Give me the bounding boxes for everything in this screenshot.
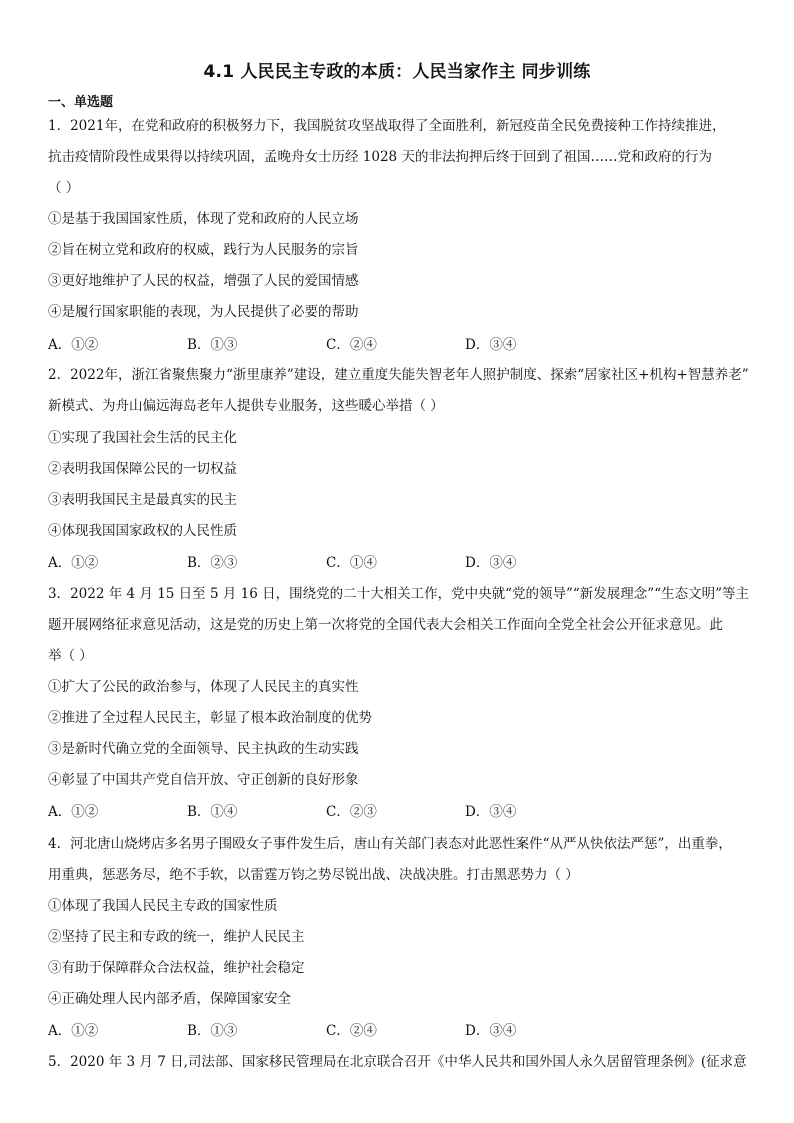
statement-item: ②推进了全过程人民民主，彰显了根本政治制度的优势 bbox=[48, 710, 372, 726]
answer-option-a: A．①② bbox=[48, 804, 99, 820]
statement-item: ②旨在树立党和政府的权威，践行为人民服务的宗旨 bbox=[48, 242, 359, 258]
question-stem-line: 1．2021年，在党和政府的积极努力下，我国脱贫攻坚战取得了全面胜利，新冠疫苗全民免费接种工作持续推进， bbox=[48, 118, 726, 134]
question-stem-line: 题开展网络征求意见活动，这是党的历史上第一次将党的全国代表大会相关工作面向全党全社会公开征求意见。此 bbox=[48, 617, 723, 633]
statement-item: ①体现了我国人民民主专政的国家性质 bbox=[48, 898, 278, 914]
answer-option-d: D．③④ bbox=[465, 1023, 517, 1039]
answer-option-c: C．②④ bbox=[326, 337, 377, 353]
question-stem-line: 2．2022年，浙江省聚焦聚力“浙里康养”建设，建立重度失能失智老年人照护制度、探索“居家社区+机构+智慧养老” bbox=[48, 367, 749, 383]
question-stem-line: 4．河北唐山烧烤店多名男子围殴女子事件发生后，唐山有关部门表态对此恶性案件“从严从快依法严惩”，出重拳， bbox=[48, 836, 732, 852]
statement-item: ③有助于保障群众合法权益，维护社会稳定 bbox=[48, 960, 305, 976]
question-stem-line: 抗击疫情阶段性成果得以持续巩固，孟晚舟女士历经 1028 天的非法拘押后终于回到了祖国……党和政府的行为 bbox=[48, 149, 712, 165]
answer-option-b: B．①④ bbox=[187, 804, 238, 820]
page-title: 4.1 人民民主专政的本质：人民当家作主 同步训练 bbox=[203, 62, 591, 82]
statement-item: ④正确处理人民内部矛盾，保障国家安全 bbox=[48, 991, 291, 1007]
statement-item: ①扩大了公民的政治参与，体现了人民民主的真实性 bbox=[48, 679, 359, 695]
answer-option-b: B．①③ bbox=[187, 1023, 238, 1039]
statement-item: ③表明我国民主是最真实的民主 bbox=[48, 492, 237, 508]
section-heading: 一、单选题 bbox=[48, 95, 114, 110]
statement-item: ②表明我国保障公民的一切权益 bbox=[48, 461, 237, 477]
answer-option-b: B．①③ bbox=[187, 337, 238, 353]
answer-option-d: D．③④ bbox=[465, 555, 517, 571]
question-stem-line: 5．2020 年 3 月 7 日,司法部、国家移民管理局在北京联合召开《中华人民共和国外国人永久居留管理条例》(征求意 bbox=[48, 1054, 747, 1070]
answer-option-d: D．③④ bbox=[465, 804, 517, 820]
statement-item: ①实现了我国社会生活的民主化 bbox=[48, 430, 237, 446]
answer-option-b: B．②③ bbox=[187, 555, 238, 571]
question-stem-line: 用重典，惩恶务尽，绝不手软，以雷霆万钧之势尽锐出战、决战决胜。打击黑恶势力（ ） bbox=[48, 867, 579, 883]
answer-option-c: C．②③ bbox=[326, 804, 377, 820]
answer-option-c: C．①④ bbox=[326, 555, 377, 571]
question-stem-line: （ ） bbox=[48, 180, 80, 196]
statement-item: ③更好地维护了人民的权益，增强了人民的爱国情感 bbox=[48, 273, 359, 289]
statement-item: ④体现我国国家政权的人民性质 bbox=[48, 523, 237, 539]
question-stem-line: 3．2022 年 4 月 15 日至 5 月 16 日，围绕党的二十大相关工作，党中央就“党的领导”“新发展理念”“生态文明”等主 bbox=[48, 586, 750, 602]
statement-item: ③是新时代确立党的全面领导、民主执政的生动实践 bbox=[48, 741, 359, 757]
answer-option-c: C．②④ bbox=[326, 1023, 377, 1039]
statement-item: ②坚持了民主和专政的统一，维护人民民主 bbox=[48, 929, 305, 945]
answer-option-a: A．①② bbox=[48, 555, 99, 571]
answer-option-d: D．③④ bbox=[465, 337, 517, 353]
statement-item: ④彰显了中国共产党自信开放、守正创新的良好形象 bbox=[48, 772, 359, 788]
question-stem-line: 新模式、为舟山偏远海岛老年人提供专业服务，这些暖心举措（ ） bbox=[48, 398, 444, 414]
statement-item: ④是履行国家职能的表现，为人民提供了必要的帮助 bbox=[48, 304, 359, 320]
answer-option-a: A．①② bbox=[48, 337, 99, 353]
answer-option-a: A．①② bbox=[48, 1023, 99, 1039]
statement-item: ①是基于我国国家性质，体现了党和政府的人民立场 bbox=[48, 211, 359, 227]
question-stem-line: 举（ ） bbox=[48, 648, 93, 664]
